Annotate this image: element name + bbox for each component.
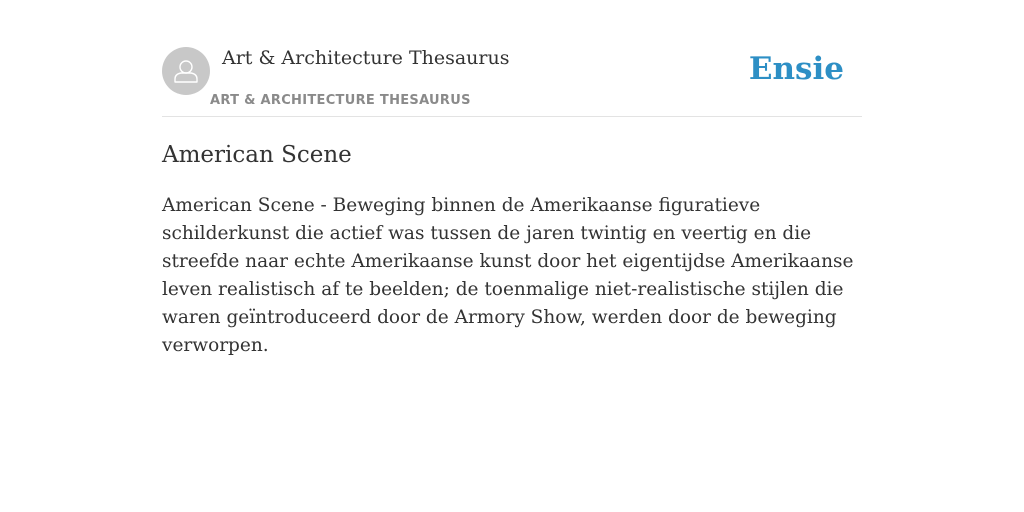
user-avatar-icon[interactable] [162,47,210,95]
definition-text: American Scene - Beweging binnen de Amerikaanse figuratieve schilderkunst die actief was tussen de jaren twintig en veertig en die streefde naar echte Amerikaanse kunst door het eigentijdse Amerikaanse leven realistisch af te beelden; de toenmalige niet-realistische stijlen die waren geïntroduceerd door de Armory Show, werden door de beweging verworpen. [162,195,854,356]
definition-card [162,0,862,512]
card-header [162,0,862,117]
person-outline-icon [162,47,210,95]
term-title: American Scene [162,142,352,168]
source-title[interactable]: Art & Architecture Thesaurus [222,47,510,69]
source-subtitle[interactable]: ART & ARCHITECTURE THESAURUS [210,93,471,108]
ensie-logo-link[interactable]: Ensie [748,51,844,87]
